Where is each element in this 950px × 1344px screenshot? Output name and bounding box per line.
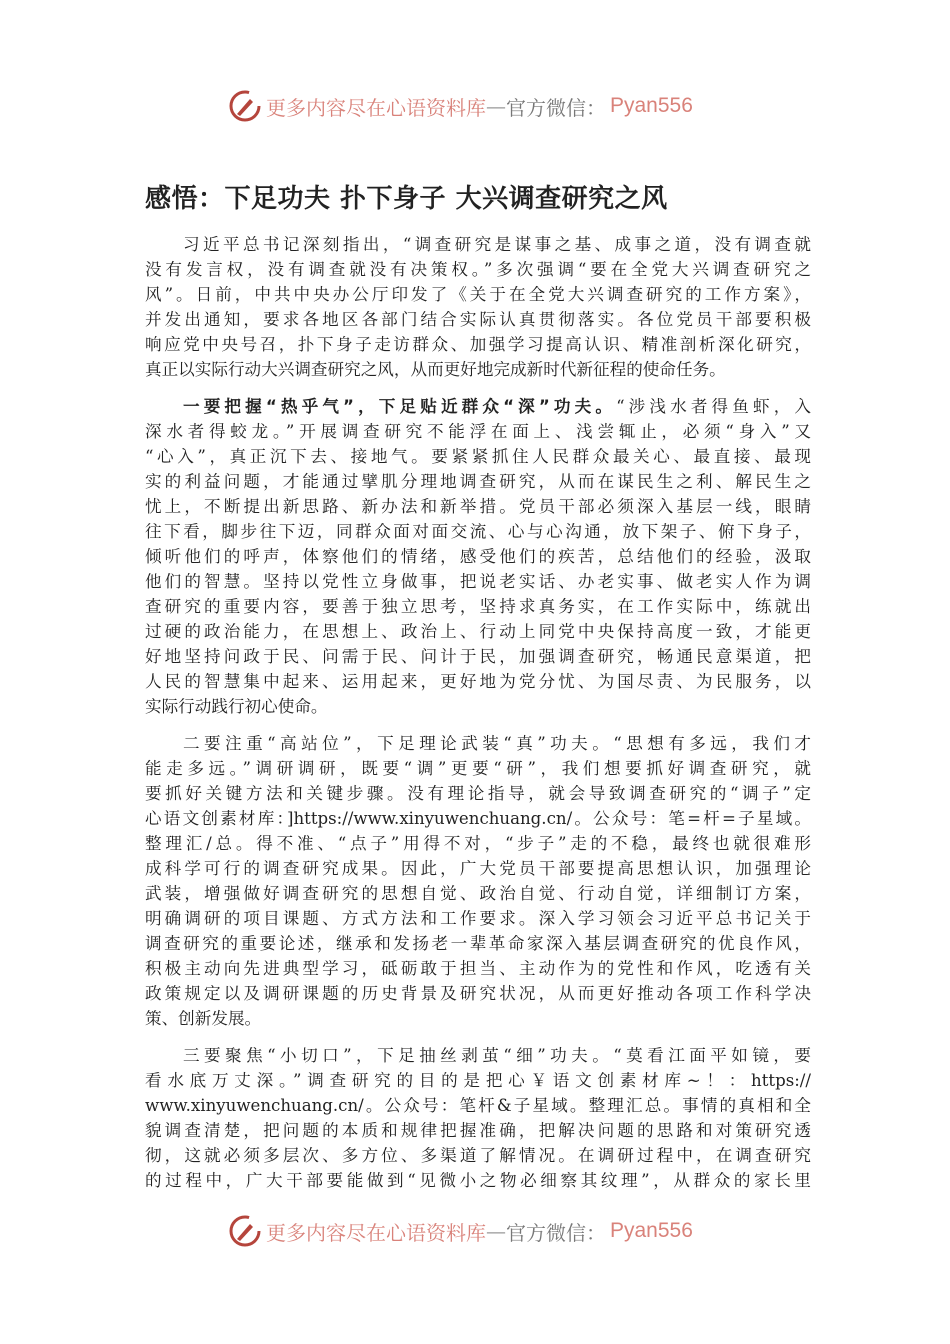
line-text: 响应党中央号召，扑下身子走访群众、加强学习提高认识、精准剖析深化研究， — [145, 335, 811, 354]
text-line — [145, 332, 811, 357]
line-text: 明确调研的项目课题、方式方法和工作要求。深入学习领会习近平总书记关于 — [145, 909, 811, 928]
text-line — [145, 357, 811, 382]
text-line — [145, 856, 811, 881]
line-text: 调查研究的重要论述，继承和发扬老一辈革命家深入基层调查研究的优良作风， — [145, 934, 811, 953]
line-text: 积极主动向先进典型学习，砥砺敢于担当、主动作为的党性和作风，吃透有关 — [145, 959, 811, 978]
text-line — [145, 619, 811, 644]
text-line — [145, 394, 811, 419]
banner-wechat-id: Pyan556 — [610, 1219, 693, 1242]
text-line — [145, 494, 811, 519]
banner-wechat-id: Pyan556 — [610, 94, 693, 117]
line-text: “心入”，真正沉下去、接地气。要紧紧抓住人民群众最关心、最直接、最现 — [145, 447, 811, 466]
pen-logo-icon — [228, 89, 262, 123]
banner-dash: — — [486, 94, 506, 118]
line-text: www.xinyuwenchuang.cn/。公众号：笔杆&子星域。整理汇总。事情的真相和全 — [145, 1096, 811, 1115]
text-line — [145, 906, 811, 931]
line-text: 习近平总书记深刻指出，“调查研究是谋事之基、成事之道，没有调查就 — [183, 235, 811, 254]
text-line — [145, 731, 811, 756]
text-line — [145, 1068, 811, 1093]
text-line — [145, 594, 811, 619]
line-text: 心语文创素材库：]https://www.xinyuwenchuang.cn/。公众号：笔=杆=子星域。 — [145, 809, 811, 828]
text-line — [145, 1006, 811, 1031]
line-text: 真正以实际行动大兴调查研究之风，从而更好地完成新时代新征程的使命任务。 — [145, 360, 726, 379]
text-line — [145, 956, 811, 981]
text-line — [145, 307, 811, 332]
line-text: 实际行动践行初心使命。 — [145, 697, 328, 716]
line-text: 实的利益问题，才能通过擘肌分理地调查研究，从而在谋民生之利、解民生之 — [145, 472, 811, 491]
text-line — [145, 931, 811, 956]
line-text: 倾听他们的呼声，体察他们的情绪，感受他们的疾苦，总结他们的经验，汲取 — [145, 547, 811, 566]
line-text: 人民的智慧集中起来、运用起来，更好地为党分忧、为国尽责、为民服务，以 — [145, 672, 811, 691]
text-line — [145, 257, 811, 282]
text-line — [145, 282, 811, 307]
text-line — [145, 444, 811, 469]
line-text: 看水底万丈深。”调查研究的目的是把心￥语文创素材库~！：https:// — [145, 1071, 811, 1090]
paragraph — [145, 394, 811, 719]
text-line — [145, 1043, 811, 1068]
text-line — [145, 419, 811, 444]
line-text: 整理汇/总。得不准、“点子”用得不对，“步子”走的不稳，最终也就很难形 — [145, 834, 811, 853]
footer-banner — [228, 1211, 693, 1251]
text-line — [145, 981, 811, 1006]
line-text: 没有发言权，没有调查就没有决策权。”多次强调“要在全党大兴调查研究之 — [145, 260, 811, 279]
line-text: 策、创新发展。 — [145, 1009, 262, 1028]
text-line — [145, 881, 811, 906]
line-text: 政策规定以及调研课题的历史背景及研究状况，从而更好推动各项工作科学决 — [145, 984, 811, 1003]
line-text: “涉浅水者得鱼虾，入 — [616, 397, 812, 416]
line-text: 成科学可行的调查研究成果。因此，广大党员干部要提高思想认识，加强理论 — [145, 859, 811, 878]
text-line — [145, 781, 811, 806]
line-text: 能走多远。”调研调研，既要“调”更要“研”，我们想要抓好调查研究，就 — [145, 759, 811, 778]
line-text: 忧上，不断提出新思路、新办法和新举措。党员干部必须深入基层一线，眼睛 — [145, 497, 811, 516]
banner-text: 更多内容尽在心语资料库 — [266, 95, 486, 120]
line-text: 过硬的政治能力，在思想上、政治上、行动上同党中央保持高度一致，才能更 — [145, 622, 811, 641]
text-line — [145, 806, 811, 831]
text-line — [145, 1118, 811, 1143]
line-text: 二要注重“高站位”，下足理论武装“真”功夫。“思想有多远，我们才 — [183, 734, 811, 753]
line-text: 往下看，脚步往下迈，同群众面对面交流、心与心沟通，放下架子、俯下身子， — [145, 522, 811, 541]
text-line — [145, 232, 811, 257]
page-title: 感悟：下足功夫 扑下身子 大兴调查研究之风 — [145, 184, 668, 214]
text-line — [145, 1168, 811, 1193]
header-banner — [228, 86, 693, 126]
line-text: 查研究的重要内容，要善于独立思考，坚持求真务实，在工作实际中，练就出 — [145, 597, 811, 616]
paragraph — [145, 1043, 811, 1193]
text-line — [145, 669, 811, 694]
text-line — [145, 1143, 811, 1168]
paragraph — [145, 232, 811, 382]
line-text: 彻，这就必须多层次、多方位、多渠道了解情况。在调研过程中，在调查研究 — [145, 1146, 811, 1165]
text-line — [145, 831, 811, 856]
line-text: 三要聚焦“小切口”，下足抽丝剥茧“细”功夫。“莫看江面平如镜，要 — [183, 1046, 811, 1065]
line-text: 武装，增强做好调查研究的思想自觉、政治自觉、行动自觉，详细制订方案， — [145, 884, 811, 903]
text-line — [145, 519, 811, 544]
line-text: 风”。日前，中共中央办公厅印发了《关于在全党大兴调查研究的工作方案》， — [145, 285, 811, 304]
banner-text: 更多内容尽在心语资料库 — [266, 1220, 486, 1245]
text-line — [145, 469, 811, 494]
line-text: 他们的智慧。坚持以党性立身做事，把说老实话、办老实事、做老实人作为调 — [145, 572, 811, 591]
line-text: 好地坚持问政于民、问需于民、问计于民，加强调查研究，畅通民意渠道，把 — [145, 647, 811, 666]
text-line — [145, 569, 811, 594]
article-body — [145, 232, 811, 1205]
text-line — [145, 644, 811, 669]
pen-logo-icon — [228, 1214, 262, 1248]
text-line — [145, 544, 811, 569]
banner-dash: — — [486, 1219, 506, 1243]
line-text: 貌调查清楚，把问题的本质和规律把握准确，把解决问题的思路和对策研究透 — [145, 1121, 811, 1140]
paragraph — [145, 731, 811, 1031]
line-text: 的过程中，广大干部要能做到“见微小之物必细察其纹理”，从群众的家长里 — [145, 1171, 811, 1190]
line-text: 并发出通知，要求各地区各部门结合实际认真贯彻落实。各位党员干部要积极 — [145, 310, 811, 329]
paragraph-lead: 一要把握“热乎气”，下足贴近群众“深”功夫。 — [183, 397, 617, 416]
line-text: 要抓好关键方法和关键步骤。没有理论指导，就会导致调查研究的“调子”定 — [145, 784, 811, 803]
line-text: 深水者得蛟龙。”开展调查研究不能浮在面上、浅尝辄止，必须“身入”又 — [145, 422, 811, 441]
text-line — [145, 694, 811, 719]
text-line — [145, 756, 811, 781]
banner-wechat-label: 官方微信： — [506, 95, 606, 120]
banner-wechat-label: 官方微信： — [506, 1220, 606, 1245]
text-line — [145, 1093, 811, 1118]
